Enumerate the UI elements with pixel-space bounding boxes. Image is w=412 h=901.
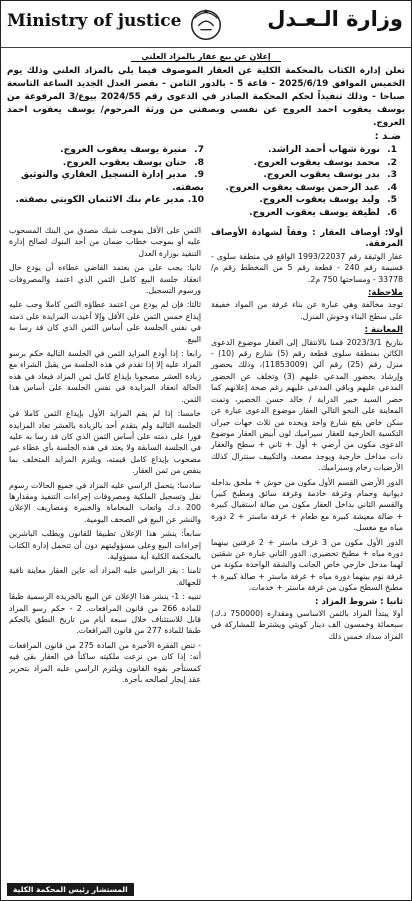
- defendant-item: 5. وليد يوسف يعقوب العروج.: [259, 194, 397, 205]
- starting-price-text: أولا يبتدأ المزاد بالثمن الاساسي ومقداره (750000 د.ك) سبعمائة وخمسون الف دينار كويتي ويشترط للمشاركة في المزاد سداد خمس ذلك: [211, 609, 403, 641]
- defendants-list: [1, 144, 411, 219]
- term-text: ثانيا: يجب على من يعتمد القاضي عطاءه أن يودع حال انعقاد جلسة البيع كامل الثمن الذي اعتمد والمصروفات ورسوم التسجيل.: [9, 263, 201, 296]
- term-text: ثامنا : يقر الراسي عليه المزاد أنه عاين العقار معاينة نافية للجهالة.: [9, 566, 201, 587]
- intro-paragraph: تعلن إدارة الكتاب بالمحكمة الكلية عن العقار الموصوف فيما يلي بالمزاد العلني وذلك يوم الخميس الموافق 2025/6/19 - قاعة 5 - بالدور الثامن - بقصر العدل الجديد الساعة التاسعة صباحا - وذلك تنفيذاً لحكم المحكمة الصادر في الدعوى رقم 2024/55 بيوع/3 المرفوعة من يوسف يعقوب احمد العروج عن نفسي وبصفتي من ورثة المرحوم/ يوسف يعقوب احمد العروج.: [7, 66, 405, 128]
- defendant-item: 1. نورة شهاب أحمد الراشد.: [267, 144, 397, 155]
- term-text: خامسا: إذا لم يقم المزايد الأول بإيداع الثمن كاملا في الجلسة التالية ولم يتقدم أحد بالزيادة بالعشر تعاد المزايدة فورا على ذمته على أساس الثمن الذي كان قد رسا به عليه في الجلسة السابقة ولا يعتد في هذه الجلسة بأي عطاء غير مصحوب بإيداع كامل قيمته، ويلتزم المزايد المتخلف بما ينقص من ثمن العقار.: [9, 409, 201, 476]
- term-text: رابعا : إذا أودع المزايد الثمن في الجلسة التالية حكم برسو المزاد عليه إلا إذا تقدم في هذه الجلسة من يقبل الشراء مع زيادة العشر مصحوبا بإيداع كامل ثمن المزاد فيعاد في هذه الحالة انعقاد المزايدة في نفس الجلسة على أساس هذا الثمن.: [9, 349, 201, 404]
- defendant-item: 10. مدير عام بنك الائتمان الكويتي بصفته.: [15, 194, 204, 205]
- ministry-title-ar: وزارة الـعـدل: [267, 7, 403, 31]
- notice-text: - تنص الفقرة الأخيرة من المادة 275 من قانون المرافعات أنه: إذا كان من نزعت ملكيته ساكناً في العقار بقي فيه كمستأجر بقوة القانون ويلتزم الراسي عليه المزاد بتحرير عقد إيجار لصالحه بأجرة.: [9, 640, 201, 685]
- property-description: عقار الوثيقة رقم 1993/22037 الواقع في منطقة سلوى - قسيمة رقم 240 - قطعة رقم 5 من المخطط رقم م/ 33778 - ومساحتها 750 م2.: [211, 251, 403, 284]
- defendant-item: 2. محمد يوسف يعقوب العروج.: [253, 156, 397, 168]
- announcement-body: [1, 219, 411, 688]
- inspection-heading: المعاينة :: [364, 325, 403, 336]
- property-description-heading: أولا: أوصاف العقار : وفقاً لشهادة الأوصاف المرفقة.: [211, 228, 403, 250]
- header: [1, 1, 411, 48]
- right-column: [211, 225, 403, 688]
- parties-title: ضـد :: [374, 131, 401, 142]
- term-text: سادسا: يتحمل الراسي عليه المزاد في جميع الحالات رسوم نقل وتسجيل الملكية ومصروفات إجراءات التنفيذ ومقدارها 200 د.ك واتعاب المحاماة والخبيرة ومصاريف الإعلان والنشر عن البيع في الصحف اليومية.: [9, 480, 201, 524]
- note-text: توجد مخالفة وهي عبارة عن بناء غرفة من المواد خفيفة على سطح البناء وحوش المنزل.: [211, 300, 403, 321]
- ground-floor-text: الدور الأرضي القسم الأول مكون من حوش + ملحق بداخله ديوانية وحمام وغرفة خادمة وغرفة سائق ومطبخ كبير) والقسم الثاني بداخل العقار مكون من صالة استقبال كبيرة + صالة معيشة كبيرة مع طعام + غرفة ماستر + 2 دورة مياه مع مغسل.: [211, 477, 403, 533]
- notice-text: تنبيه : 1- ينشر هذا الإعلان عن البيع بالجريدة الرسمية طبقا للمادة 266 من قانون المرافعات. 2 - حكم رسو المزاد قابل للاستئناف خلال سبعة أيام من تاريخ النطق بالحكم طبقا للمادة 277 من قانون المرافعات.: [9, 592, 201, 636]
- defendant-item: 8. حنان يوسف يعقوب العروج.: [62, 156, 204, 168]
- defendant-item: 4. عبد الرحمن يوسف يعقوب العروج.: [225, 181, 397, 193]
- note-heading: ملاحظة:: [367, 288, 403, 299]
- defendant-item: 3. بدر يوسف يعقوب العروج.: [263, 169, 397, 180]
- auction-terms-heading: ثانيا : شروط المزاد :: [315, 596, 403, 607]
- ministry-title-en: Ministry of justice: [7, 11, 182, 31]
- term-text: الثمن على الأقل بموجب شيك مصدق من البنك المسحوب عليه أو بموجب خطاب ضمان من أحد البنوك لصالح إدارة التنفيذ بوزارة العدل: [9, 226, 201, 258]
- inspection-text: بتاريخ 2023/3/1 قمنا بالانتقال إلى العقار موضوع الدعوى الكائن بمنطقة سلوى قطعة رقم (5) شارع رقم (10) - منزل رقم (25) رقم آلي (11853009)، وذلك بحضور وإرشاد بحضور المدعي عليهم (3) وتخلف عن الحضور المدعي عليهم وباقي المدعى عليهم رغم صحة إعلانهم كما حضر السيد خبير الدراية / خالد حسن الخضير، وتمت المعاينة على النحو التالي العقار موضوع الدعوى عبارة عن سكن خاص يقع شارع واحد ويحده من ثلاث جهات جيران التكسية الخارجية للعقار سيراميك لون أبيض العقار موضوع الدعوى مكون من أرضي + أول + ثاني + سطح والعقار ذات مداخل خارجية ويوجد مصعد، والتكييف سنترال كذلك الأرضيات رخام وسيراميك.: [211, 337, 403, 473]
- announcement-subtitle: إعلان عن بيع عقار بالمزاد العلني: [1, 52, 411, 61]
- signature-label: المستشار رئيس المحكمة الكلية: [7, 883, 134, 896]
- left-column: [9, 225, 201, 688]
- defendant-item: 7. منيرة يوسف يعقوب العروج.: [60, 144, 204, 155]
- term-text: ثالثا: فإن لم يودع من اعتمد عطاؤه الثمن كاملا وجب عليه إيداع خمس الثمن على الأقل وإلا أعيدت المزايدة على ذمته في نفس الجلسة على أساس الثمن الذي كان قد رسا به البيع.: [9, 300, 201, 344]
- term-text: سابعاً: ينشر هذا الإعلان تطبيقا للقانون ويطلب الباشرين إجراءات البيع وعلى مسؤوليتهم دون أن تتحمل إدارة الكتاب بالمحكمة الكلية أية مسؤولية.: [9, 529, 201, 561]
- defendant-item: 9. مدير إدارة التسجيل العقاري والتوثيق بصفته.: [20, 169, 204, 193]
- upper-floors-text: الدور الأول مكون من 3 غرف ماستر + 2 غرفتين بينهما دورة مياه + مطبخ تحضيري. الدور الثاني عبارة عن شقتين لهما مدخل خارجي خاص الجانب والشقة الواحدة مكونة من غرفة نوم بينهما دورة مياه + غرفة ماستر + صالة كبيرة + مطبخ السطح مكون من غرفة ماستر + خدمات.: [211, 537, 403, 593]
- kuwait-emblem-icon: [187, 5, 225, 43]
- defendant-item: 6. لطيفة يوسف يعقوب العروج.: [249, 206, 397, 218]
